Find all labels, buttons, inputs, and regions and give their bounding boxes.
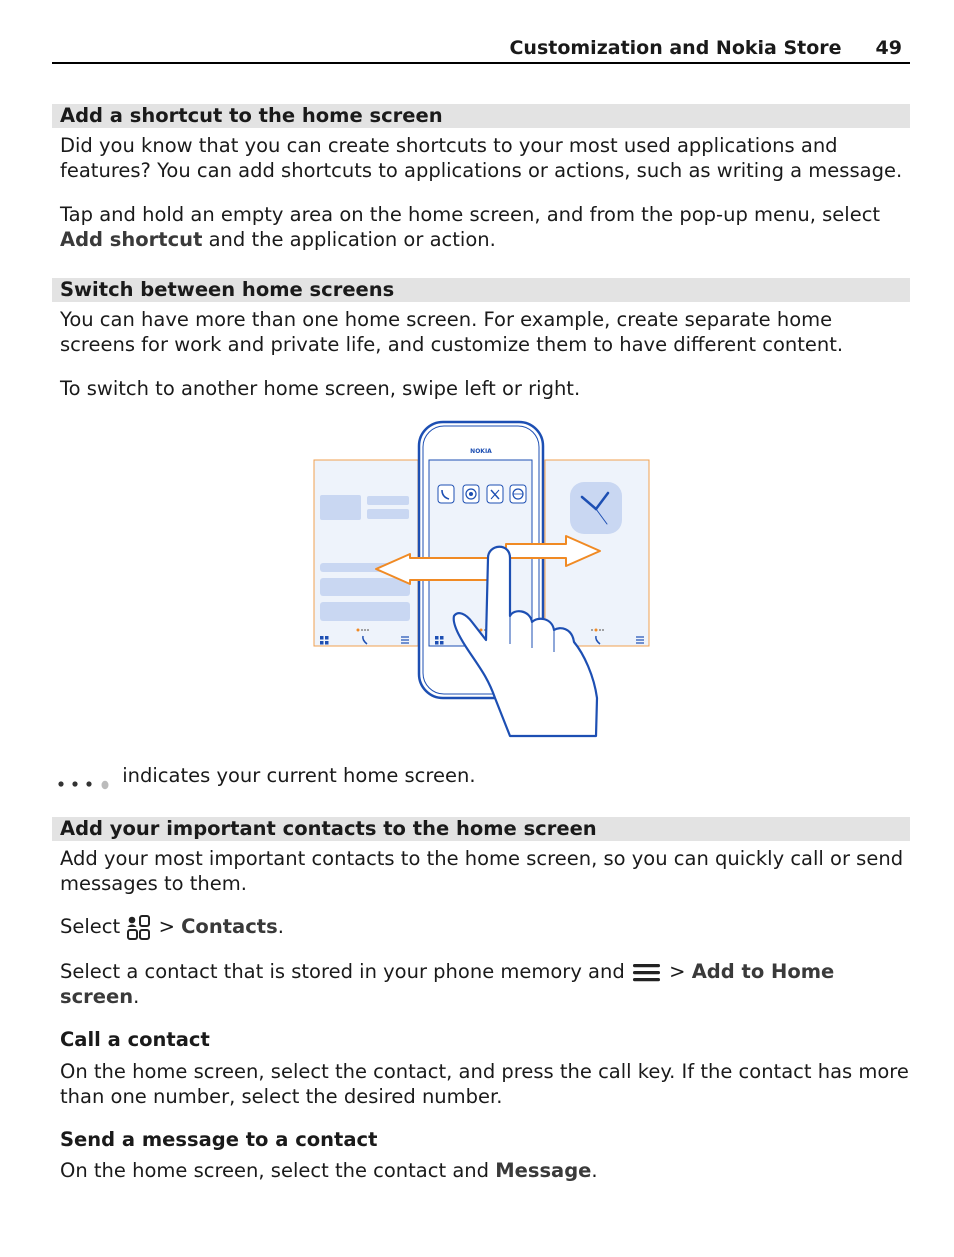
paragraph-add-to-home-screen: Select a contact that is stored in your phone memory and > Add to Home screen. xyxy=(60,960,835,1008)
apps-menu-icon xyxy=(126,915,152,941)
paragraph-send-message: On the home screen, select the contact and Message. xyxy=(60,1159,598,1182)
paragraph-call-contact: On the home screen, select the contact, and press the call key. If the contact has more than one number, select the desired number. xyxy=(60,1060,909,1108)
chapter-title: Customization and Nokia Store xyxy=(509,37,842,59)
section-heading-switch-home-screens: Switch between home screens xyxy=(52,278,910,302)
section-heading-add-shortcut: Add a shortcut to the home screen xyxy=(52,104,910,128)
home-screen-dots-icon xyxy=(58,776,112,790)
page-header xyxy=(52,34,910,64)
ui-term-add-shortcut: Add shortcut xyxy=(60,228,203,251)
page-number: 49 xyxy=(875,37,902,59)
section-heading-add-contacts: Add your important contacts to the home screen xyxy=(52,817,910,841)
paragraph-swipe-instruction: To switch to another home screen, swipe left or right. xyxy=(60,377,581,400)
ui-term-add-to-home-screen: Add to Home screen xyxy=(60,960,835,1008)
paragraph-select-contacts: Select > Contacts. xyxy=(60,914,910,941)
subheading-send-message: Send a message to a contact xyxy=(60,1128,378,1151)
subheading-call-contact: Call a contact xyxy=(60,1028,210,1051)
home-screen-swipe-illustration xyxy=(310,418,655,740)
paragraph-home-indicator: indicates your current home screen. xyxy=(116,764,476,787)
paragraph-shortcuts-intro: Did you know that you can create shortcuts to your most used applications and features? You can add shortcuts to applications or actions, such as writing a message. xyxy=(60,134,903,182)
phone-brand-logo: NOKIA xyxy=(470,448,492,455)
options-menu-icon xyxy=(631,962,663,984)
ui-term-message: Message xyxy=(495,1159,592,1182)
paragraph-contacts-intro: Add your most important contacts to the home screen, so you can quickly call or send messages to them. xyxy=(60,847,904,895)
ui-term-contacts: Contacts xyxy=(181,915,278,938)
paragraph-multiple-home-screens: You can have more than one home screen. For example, create separate home screens for work and private life, and customize them to have different content. xyxy=(60,308,844,356)
left-home-screen-panel xyxy=(314,460,418,646)
paragraph-add-shortcut-steps: Tap and hold an empty area on the home screen, and from the pop-up menu, select Add shortcut and the application or action. xyxy=(60,203,881,251)
